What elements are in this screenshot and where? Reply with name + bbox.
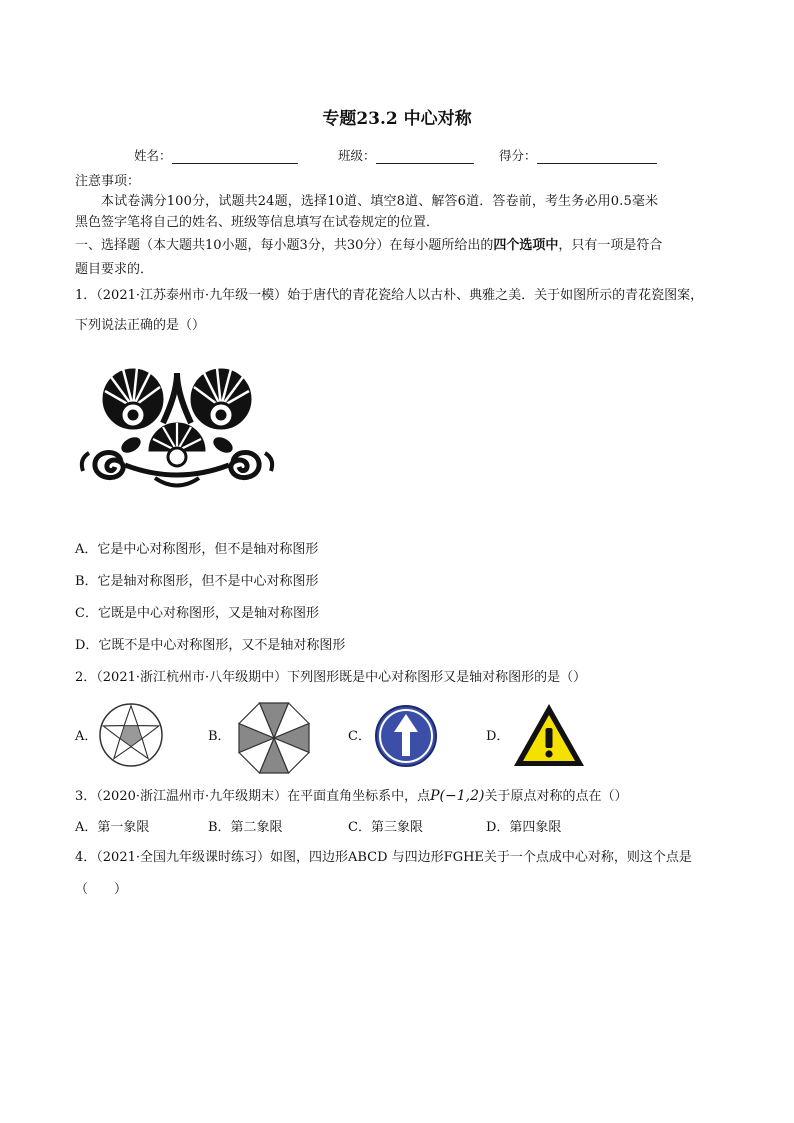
q1-option-b: B．它是轴对称图形，但不是中心对称图形 [75,574,319,589]
q3-option-a: A．第一象限 [75,820,150,835]
score-field [499,146,657,164]
class-label: 班级： [338,148,376,163]
q2-label-a: A． [75,729,98,744]
class-blank [376,149,474,164]
name-blank [172,149,298,164]
q3-option-b: B．第二象限 [208,820,283,835]
q3-option-c: C．第三象限 [348,820,423,835]
arrow-sign-figure [374,704,438,768]
q2-label-b: B． [208,729,231,744]
q4-stem-line-1: 4．（2021·全国九年级课时练习）如图，四边形ABCD 与四边形FGHE关于一个点成中心对称，则这个点是 [75,850,692,865]
q1-option-a: A．它是中心对称图形，但不是轴对称图形 [75,542,319,557]
q1-option-d: D．它既不是中心对称图形，又不是轴对称图形 [75,638,346,653]
octagon-umbrella-figure [236,700,312,776]
q1-stem-line-1: 1．（2021·江苏泰州市·九年级一模）始于唐代的青花瓷给人以古朴、典雅之美．关于如图所示的青花瓷图案， [75,288,704,303]
score-blank [537,149,657,164]
star-in-circle-figure [98,702,164,768]
q2-label-d: D． [486,729,510,744]
q2-stem: 2．（2021·浙江杭州市·八年级期中）下列图形既是中心对称图形又是轴对称图形的是（） [75,670,587,685]
notice-line-1: 本试卷满分100分，试题共24题，选择10道、填空8道、解答6道．答卷前，考生务必用0.5毫米 [101,194,659,209]
name-label: 姓名： [134,148,172,163]
section-1-heading [75,236,662,256]
q4-stem-line-2: （ ） [75,882,128,897]
q1-stem-line-2: 下列说法正确的是（） [75,318,206,333]
warning-sign-figure [512,702,586,768]
section-1-heading-line-2: 题目要求的． [75,262,154,277]
q3-stem-b: 关于原点对称的点在（） [484,789,628,804]
section-1-heading-a: 一、选择题（本大题共10小题，每小题3分，共30分）在每小题所给出的 [75,238,494,253]
q3-option-d: D．第四象限 [486,820,562,835]
name-field [134,146,298,164]
score-label: 得分： [499,148,537,163]
q3-point: P(−1,2) [430,788,485,804]
notice-line-2: 黑色签字笔将自己的姓名、班级等信息填写在试卷规定的位置． [75,215,440,230]
q1-option-c: C．它既是中心对称图形，又是轴对称图形 [75,606,319,621]
q3-stem-a: 3．（2020·浙江温州市·九年级期末）在平面直角坐标系中，点 [75,789,431,804]
porcelain-pattern-figure [75,353,280,493]
q2-label-c: C． [348,729,371,744]
q3-stem [75,786,627,807]
class-field [338,146,474,164]
section-1-heading-b: 四个选项中 [493,238,559,253]
section-1-heading-c: ，只有一项是符合 [558,238,663,253]
page-title: 专题23.2 中心对称 [322,109,472,129]
notice-heading: 注意事项： [75,174,141,189]
